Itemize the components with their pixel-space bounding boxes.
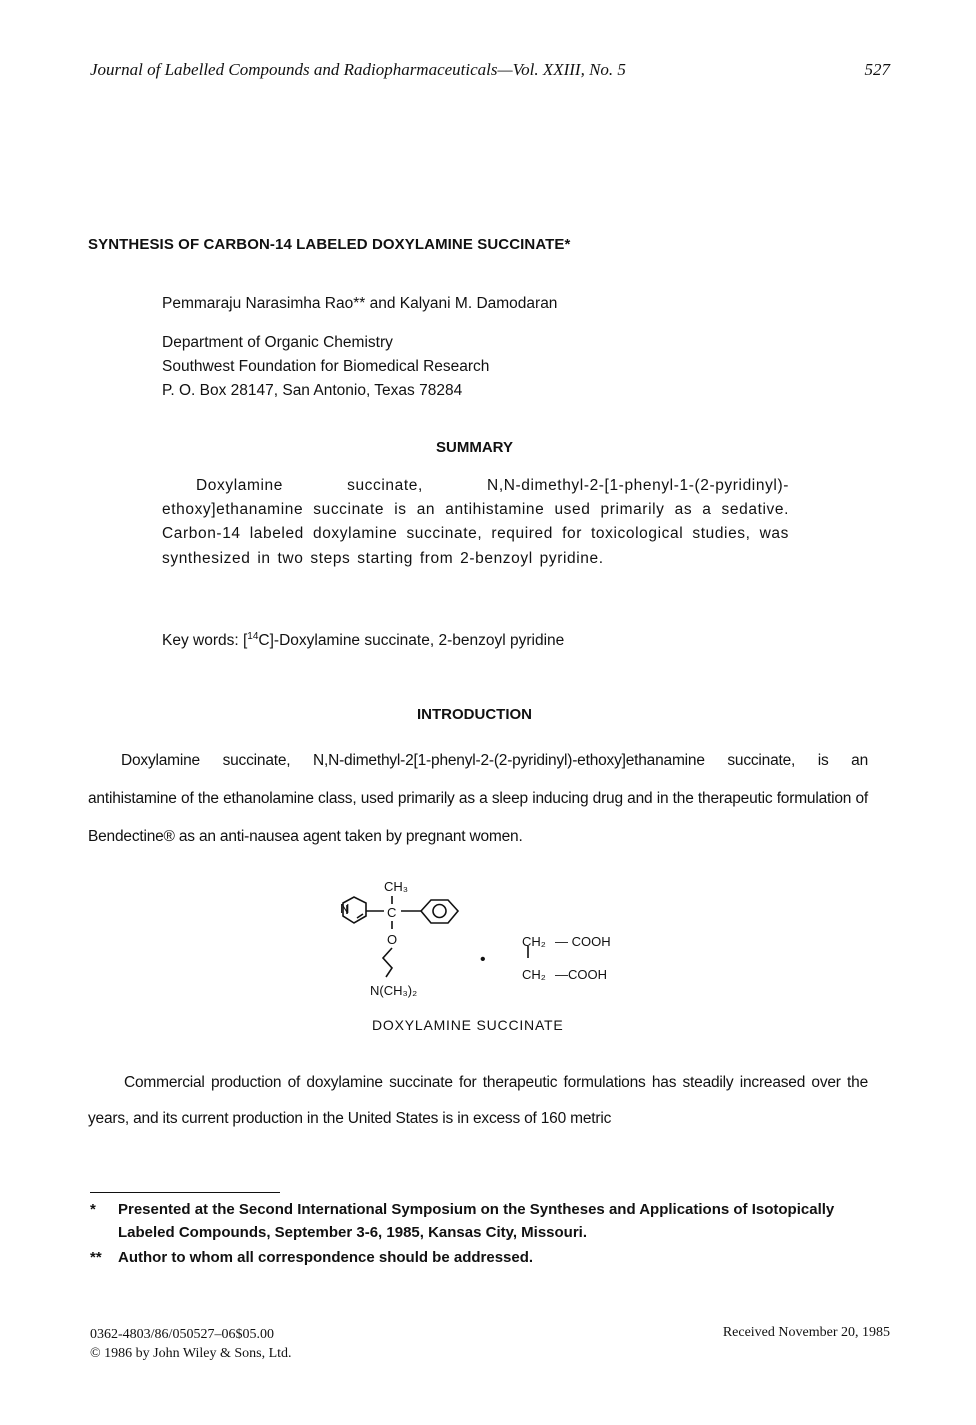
introduction-paragraph-1 — [88, 742, 868, 856]
introduction-paragraph-2 — [88, 1065, 868, 1137]
phenyl-ring — [421, 900, 458, 923]
keywords-isotope: 14 — [247, 631, 259, 642]
affiliation-line: Department of Organic Chemistry — [162, 334, 393, 351]
keywords — [162, 631, 564, 650]
label-ring-nitrogen: N — [340, 901, 350, 916]
label-ch2-top: CH₂ — [522, 934, 546, 949]
summary-heading: SUMMARY — [436, 439, 513, 456]
received-date: Received November 20, 1985 — [722, 1325, 890, 1340]
footnote-1 — [90, 1198, 870, 1244]
label-ch3: CH₃ — [384, 879, 409, 894]
phenyl-aromatic-circle — [433, 905, 446, 918]
label-cooh-bottom: —COOH — [555, 967, 607, 982]
footnote-1-text: Presented at the Second International Symposium on the Syntheses and Applications of Isotopically Labeled Compounds, September 3-6, 1985, Kansas City, Missouri. — [118, 1201, 835, 1241]
footnote-1-mark: * — [90, 1201, 96, 1218]
introduction-paragraph-2-text: Commercial production of doxylamine succinate for therapeutic formulations has steadily increased over the years, and its current production in the United States is in excess of 160 metric — [88, 1074, 868, 1127]
copyright-notice: © 1986 by John Wiley & Sons, Ltd. — [90, 1346, 292, 1361]
footnote-divider — [90, 1192, 280, 1193]
label-dimethylamine: N(CH₃)₂ — [370, 983, 418, 998]
label-ch2-bottom: CH₂ — [522, 967, 546, 982]
summary-text — [162, 474, 789, 571]
footnote-2-mark: ** — [90, 1249, 102, 1266]
issn-code: 0362-4803/86/050527–06$05.00 — [90, 1327, 274, 1342]
ethyl-chain — [383, 948, 392, 977]
structure-caption: DOXYLAMINE SUCCINATE — [372, 1017, 564, 1033]
article-title: SYNTHESIS OF CARBON-14 LABELED DOXYLAMINE SUCCINATE* — [88, 236, 571, 253]
doxylamine-structure-diagram — [320, 873, 640, 1001]
page-number: 527 — [864, 60, 890, 79]
issn-block — [90, 1325, 292, 1363]
affiliation-line: P. O. Box 28147, San Antonio, Texas 78284 — [162, 382, 463, 399]
affiliation-line: Southwest Foundation for Biomedical Research — [162, 358, 490, 375]
affiliation — [162, 331, 489, 403]
footnote-2-text: Author to whom all correspondence should be addressed. — [118, 1249, 534, 1266]
keywords-bracket: [ — [242, 632, 248, 650]
label-carbon: C — [387, 905, 397, 920]
label-cooh-top: — COOH — [555, 934, 611, 949]
footnote-2 — [90, 1246, 870, 1269]
keywords-list: C]-Doxylamine succinate, 2-benzoyl pyridine — [258, 632, 565, 650]
keywords-label: Key words: — [162, 632, 239, 650]
summary-body: Doxylamine succinate, N,N-dimethyl-2-[1-phenyl-1-(2-pyridinyl)-ethoxy]ethanamine succinate is an antihistamine used primarily as a sedative. Carbon-14 labeled doxylamine succinate, required for toxicological studies, was synthesized in two steps starting from 2-benzoyl pyridine. — [162, 477, 789, 567]
salt-dot: • — [480, 951, 486, 968]
introduction-paragraph-1-text: Doxylamine succinate, N,N-dimethyl-2[1-phenyl-2-(2-pyridinyl)-ethoxy]ethanamine succinate, is an antihistamine of the ethanolamine class, used primarily as a sleep inducing drug and in the therapeutic formulation of Bendectine® as an anti-nausea agent taken by pregnant women. — [88, 752, 868, 845]
running-header-journal: Journal of Labelled Compounds and Radiopharmaceuticals—Vol. XXIII, No. 5 — [90, 60, 626, 79]
label-oxygen: O — [387, 932, 398, 947]
introduction-heading: INTRODUCTION — [417, 706, 532, 723]
author-line: Pemmaraju Narasimha Rao** and Kalyani M. Damodaran — [162, 295, 558, 312]
